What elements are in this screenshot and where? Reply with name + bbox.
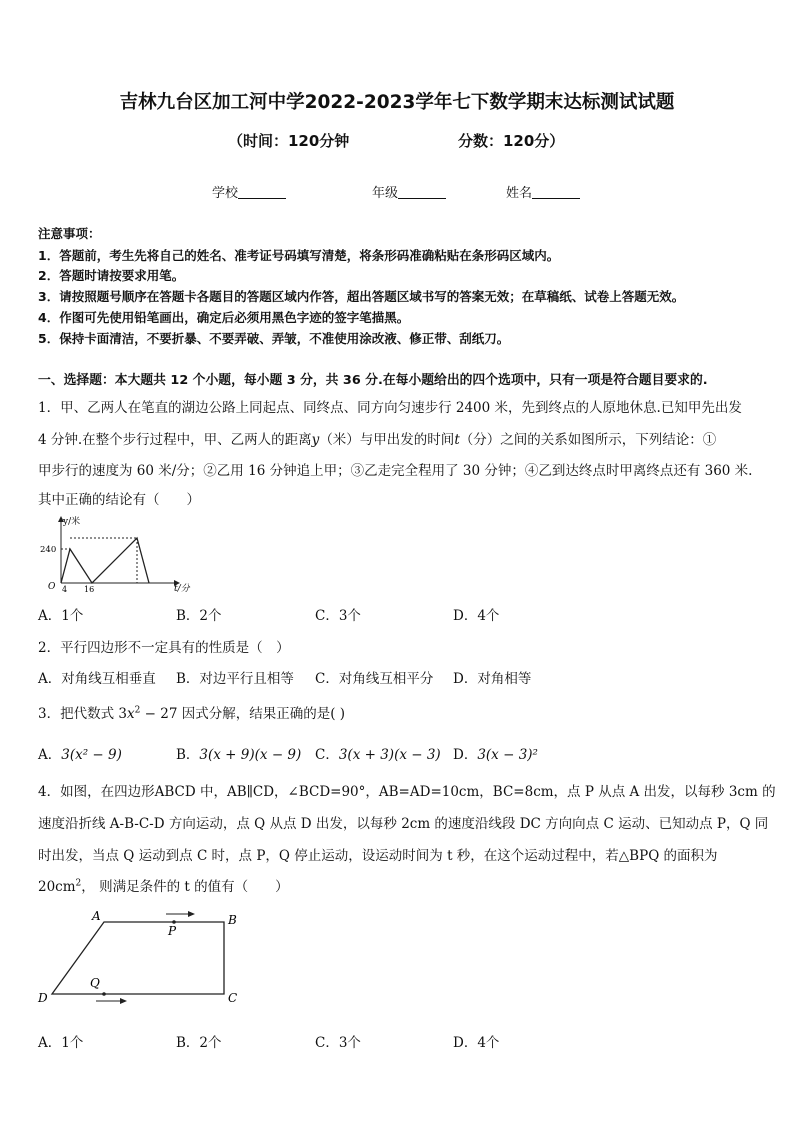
q2-option-d: D．对角相等 <box>453 671 532 687</box>
notice-item: 1．答题前，考生先将自己的姓名、准考证号码填写清楚，将条形码准确粘贴在条形码区域内。 <box>38 248 560 263</box>
label-D: D <box>38 991 48 1005</box>
q3-option-a: A．3(x² − 9) <box>38 747 122 763</box>
q1-option-b: B．2个 <box>176 608 222 624</box>
q4-line: 速度沿折线 A-B-C-D 方向运动，点 Q 从点 D 出发，以每秒 2cm 的速度沿线段 DC 方向向点 C 运动、已知动点 P，Q 同 <box>38 816 769 832</box>
x-axis-label: t/分 <box>174 584 190 594</box>
section-heading: 一、选择题：本大题共 12 个小题，每小题 3 分，共 36 分.在每小题给出的四个选项中，只有一项是符合题目要求的. <box>38 373 708 388</box>
page-title: 吉林九台区加工河中学2022-2023学年七下数学期末达标测试试题 <box>119 92 675 113</box>
distance-curve <box>61 538 149 583</box>
q2-option-c: C．对角线互相平分 <box>315 671 434 687</box>
quadrilateral <box>52 922 224 994</box>
exam-time: （时间：120分钟 <box>228 132 350 150</box>
notice-item: 3．请按照题号顺序在答题卡各题目的答题区域内作答，超出答题区域书写的答案无效；在草稿纸、试卷上答题无效。 <box>38 289 685 304</box>
q1-option-c: C．3个 <box>315 608 361 624</box>
exam-score: 分数：120分） <box>458 132 565 150</box>
label-Q: Q <box>90 976 100 990</box>
q1-graph <box>34 510 194 595</box>
q3-option-b: B．3(x + 9)(x − 9) <box>176 747 302 763</box>
origin-label: O <box>48 582 56 592</box>
school-field: 学校 <box>212 182 286 201</box>
q4-option-d: D．4个 <box>453 1035 500 1051</box>
q4-figure <box>34 905 254 1010</box>
x-tick-4: 4 <box>62 585 68 594</box>
name-field: 姓名 <box>506 182 580 201</box>
q4-line: $20cm^2$， 则满足条件的 t 的值有（ ） <box>38 878 289 895</box>
q2-option-a: A．对角线互相垂直 <box>38 671 156 687</box>
label-B: B <box>228 913 237 927</box>
label-P: P <box>168 924 177 938</box>
grade-field: 年级 <box>372 182 446 201</box>
y-axis-label: y/米 <box>63 517 81 527</box>
label-A: A <box>92 909 101 923</box>
x-tick-16: 16 <box>84 585 95 594</box>
point-Q <box>102 992 106 996</box>
y-tick-240: 240 <box>40 545 57 555</box>
q1-line: 其中正确的结论有（ ） <box>38 492 200 508</box>
q4-option-a: A．1个 <box>38 1035 84 1051</box>
q4-line: 时出发，当点 Q 运动到点 C 时，点 P，Q 停止运动，设运动时间为 t 秒，在这个运动过程中，若△BPQ 的面积为 <box>38 848 718 864</box>
q3-text: 3．把代数式 $3x^2 - 27$ 因式分解，结果正确的是( ) <box>38 705 346 722</box>
q4-line: 4．如图，在四边形ABCD 中，AB∥CD，∠BCD=90°，AB=AD=10cm，BC=8cm，点 P 从点 A 出发，以每秒 3cm 的 <box>38 784 776 800</box>
q1-line: 1．甲、乙两人在笔直的湖边公路上同起点、同终点、同方向匀速步行 2400 米，先到终点的人原地休息.已知甲先出发 <box>38 400 742 416</box>
notice-heading: 注意事项： <box>38 226 101 241</box>
q2-text: 2．平行四边形不一定具有的性质是（ ） <box>38 640 290 656</box>
q2-option-b: B．对边平行且相等 <box>176 671 294 687</box>
q3-option-c: C．3(x + 3)(x − 3) <box>315 747 441 763</box>
q4-option-c: C．3个 <box>315 1035 361 1051</box>
q1-line: 甲步行的速度为 60 米/分；②乙用 16 分钟追上甲；③乙走完全程用了 30 分钟；④乙到达终点时甲离终点还有 360 米. <box>38 463 753 479</box>
label-C: C <box>228 991 238 1005</box>
notice-item: 2．答题时请按要求用笔。 <box>38 268 185 283</box>
notice-item: 4．作图可先使用铅笔画出，确定后必须用黑色字迹的签字笔描黑。 <box>38 310 410 325</box>
q4-option-b: B．2个 <box>176 1035 222 1051</box>
q1-option-a: A．1个 <box>38 608 84 624</box>
q3-option-d: D．3(x − 3)² <box>453 747 538 763</box>
q1-line: 4 分钟.在整个步行过程中，甲、乙两人的距离y（米）与甲出发的时间t（分）之间的关系如图所示，下列结论：① <box>38 432 717 448</box>
notice-item: 5．保持卡面清洁，不要折暴、不要弄破、弄皱，不准使用涂改液、修正带、刮纸刀。 <box>38 331 510 346</box>
q1-option-d: D．4个 <box>453 608 500 624</box>
